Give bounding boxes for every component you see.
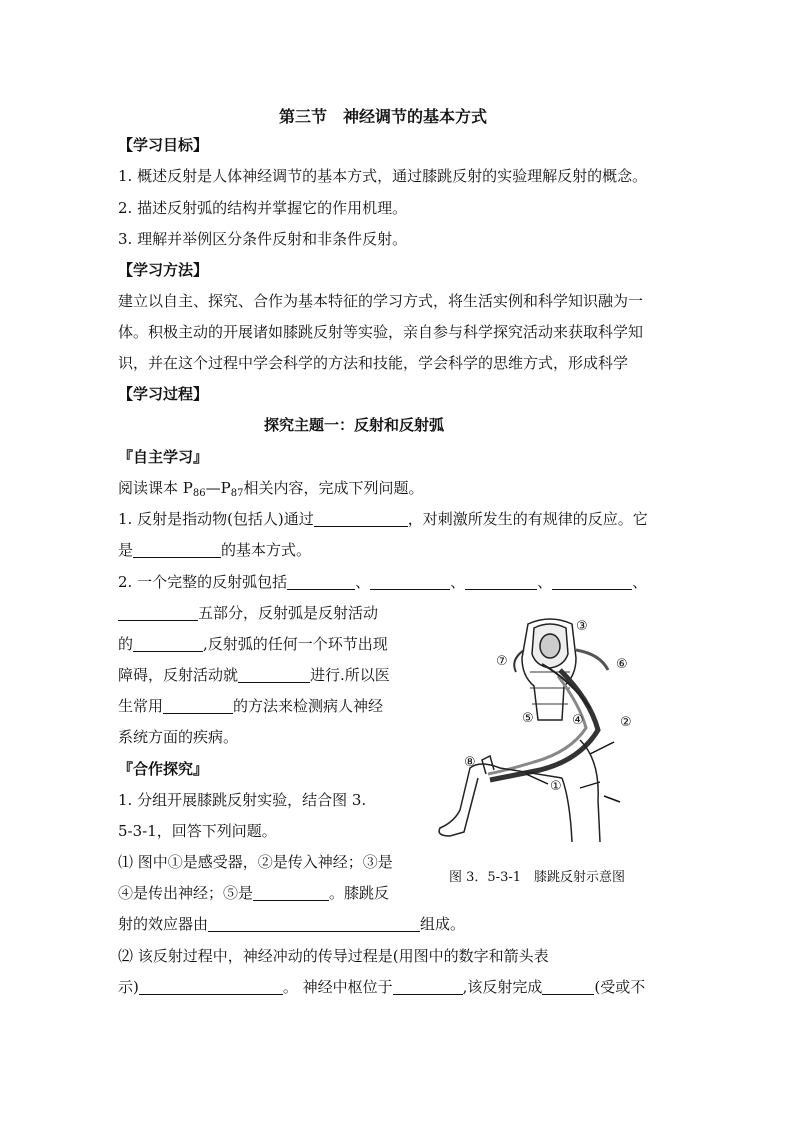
coop-s2-line-2: 示) 。 神经中枢位于 ,该反射完成 (受或不 <box>118 978 646 996</box>
figure-label-2: ② <box>620 715 632 730</box>
answer-blank[interactable] <box>253 884 329 901</box>
self-study-heading: 『自主学习』 <box>118 448 209 466</box>
figure-label-8: ⑧ <box>464 755 476 770</box>
coop-s1-line-1: ⑴ 图中①是感受器，②是传入神经；③是 <box>118 853 393 871</box>
process-heading: 【学习过程】 <box>118 385 209 403</box>
coop-s1-line-2: ④是传出神经；⑤是 。膝跳反 <box>118 884 390 902</box>
q2-line-4: 障碍，反射活动就 进行.所以医 <box>118 666 390 684</box>
methods-line-2: 体。积极主动的开展诸如膝跳反射等实验，亲自参与科学探究活动来获取科学知 <box>118 323 644 341</box>
answer-blank[interactable] <box>139 978 283 995</box>
figure-label-4: ④ <box>572 713 584 728</box>
answer-blank[interactable] <box>133 635 203 652</box>
q2-line-3: 的 ,反射弧的任何一个环节出现 <box>118 635 388 653</box>
figure-label-5: ⑤ <box>522 711 534 726</box>
theme-title: 探究主题一：反射和反射弧 <box>264 416 445 434</box>
answer-blank[interactable] <box>238 666 310 683</box>
page-title: 第三节 神经调节的基本方式 <box>279 107 488 126</box>
coop-s1-line-3: 射的效应器由 组成。 <box>118 915 466 933</box>
answer-blank[interactable] <box>133 541 221 558</box>
q2-line-2: 五部分，反射弧是反射活动 <box>118 603 378 623</box>
goal-item-2: 2. 描述反射弧的结构并掌握它的作用机理。 <box>118 199 408 217</box>
answer-blank[interactable] <box>465 573 537 590</box>
figure-label-3: ③ <box>576 619 588 634</box>
answer-blank[interactable] <box>118 604 198 621</box>
answer-blank[interactable] <box>370 573 450 590</box>
answer-blank[interactable] <box>393 978 463 995</box>
figure-label-7: ⑦ <box>496 654 508 669</box>
goal-item-3: 3. 理解并举例区分条件反射和非条件反射。 <box>118 230 408 248</box>
answer-blank[interactable] <box>542 978 594 995</box>
methods-heading: 【学习方法】 <box>118 261 209 279</box>
figure-caption: 图 3．5-3-1 膝跳反射示意图 <box>449 870 626 885</box>
coop-s2-line-1: ⑵ 该反射过程中，神经冲动的传导过程是(用图中的数字和箭头表 <box>118 947 549 965</box>
q2-line-1: 2. 一个完整的反射弧包括 、 、 、 、 <box>118 573 648 591</box>
goal-item-1: 1. 概述反射是人体神经调节的基本方式，通过膝跳反射的实验理解反射的概念。 <box>118 167 648 185</box>
answer-blank[interactable] <box>314 510 408 527</box>
figure-label-6: ⑥ <box>616 657 628 672</box>
q1-line-2: 是 的基本方式。 <box>118 541 312 559</box>
direction-arrow <box>604 796 620 802</box>
answer-blank[interactable] <box>163 697 233 714</box>
knee-jerk-figure <box>430 610 650 850</box>
coop-heading: 『合作探究』 <box>118 760 209 778</box>
q1-line-1: 1. 反射是指动物(包括人)通过 ，对刺激所发生的有规律的反应。它 <box>118 510 648 528</box>
methods-line-1: 建立以自主、探究、合作为基本特征的学习方式，将生活实例和科学知识融为一 <box>118 292 644 310</box>
q2-line-5: 生常用 的方法来检测病人神经 <box>118 697 384 715</box>
q2-line-6: 系统方面的疾病。 <box>118 728 239 746</box>
figure-label-1: ① <box>550 779 562 794</box>
answer-blank[interactable] <box>287 573 355 590</box>
answer-blank[interactable] <box>552 573 632 590</box>
methods-line-3: 识，并在这个过程中学会科学的方法和技能，学会科学的思维方式，形成科学 <box>118 354 629 372</box>
goals-heading: 【学习目标】 <box>118 136 209 154</box>
coop-q1-line-2: 5-3-1，回答下列问题。 <box>118 822 277 840</box>
answer-blank[interactable] <box>208 915 420 932</box>
coop-q1-line-1: 1. 分组开展膝跳反射实验，结合图 3. <box>118 791 367 809</box>
reading-line: 阅读课本 $P_{86}—P_{87}$相关内容，完成下列问题。 <box>118 479 424 499</box>
